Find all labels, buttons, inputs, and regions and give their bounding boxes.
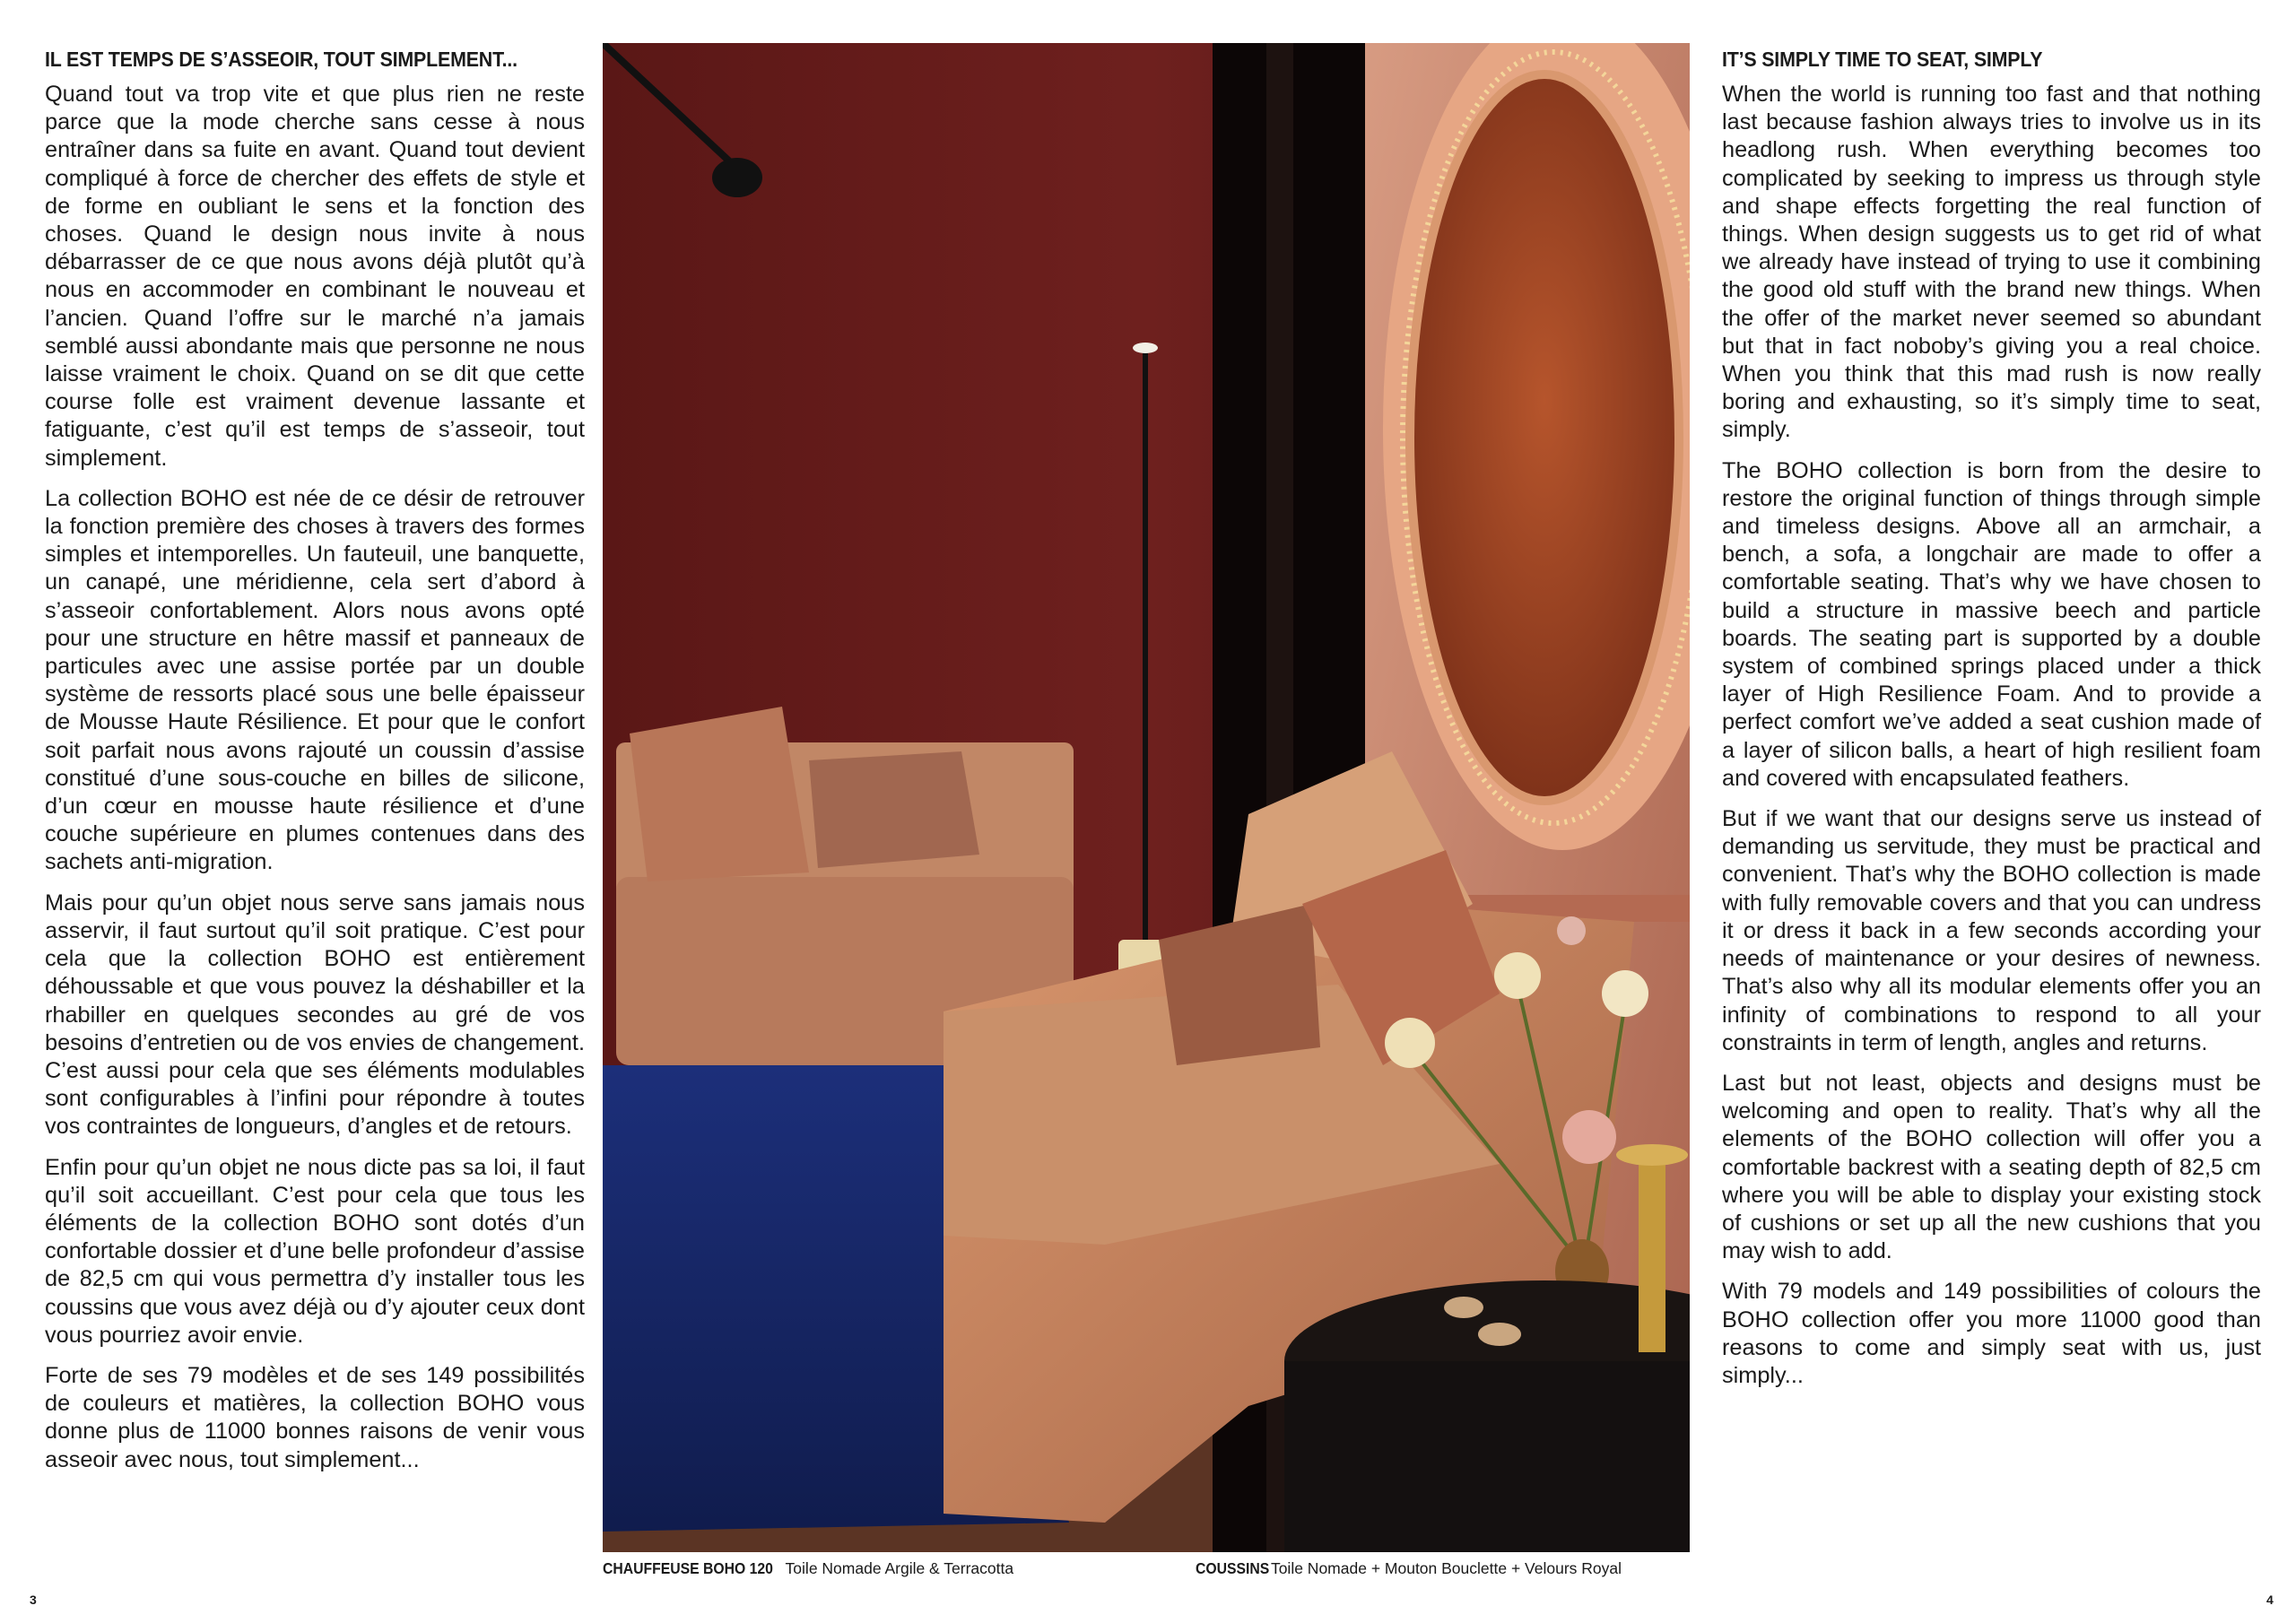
- french-paragraph-5: Forte de ses 79 modèles et de ses 149 possibilités de couleurs et matières, la collection BOHO vous donne plus de 11000 bonnes raisons de venir vous asseoir avec nous, tout simplement...: [45, 1362, 585, 1472]
- english-text-column: [1722, 47, 2261, 1402]
- french-heading: IL EST TEMPS DE S’ASSEOIR, TOUT SIMPLEMENT...: [45, 48, 517, 71]
- french-paragraph-1: Quand tout va trop vite et que plus rien ne reste parce que la mode cherche sans cesse à nous entraîner dans sa fuite en avant. Quand tout devient compliqué à force de chercher des effets de style et de forme en oubliant le sens et la fonction des choses. Quand le design nous invite à nous débarrasser de ce que nous avons déjà plutôt qu’à nous en accommoder en combinant le nouveau et l’ancien. Quand l’offre sur le marché n’a jamais semblé aussi abondante mais que personne ne nous laisse vraiment le choix. Quand on se dit que cette course folle est vraiment devenue lassante et fatiguante, c’est qu’il est temps de s’asseoir, tout simplement.: [45, 82, 585, 471]
- page-number-left: 3: [30, 1593, 37, 1607]
- caption-coussins-text: Toile Nomade + Mouton Bouclette + Velours Royal: [1266, 1559, 1622, 1577]
- page-number-right: 4: [2266, 1593, 2274, 1607]
- back-pillow: [630, 707, 809, 881]
- wall-lamp: [712, 158, 762, 197]
- french-paragraph-2: La collection BOHO est née de ce désir de retrouver la fonction première des choses à travers des formes simples et intemporelles. Un fauteuil, une banquette, un canapé, une méridienne, cela sert d’abord à s’asseoir confortablement. Alors nous avons opté pour une structure en hêtre massif et panneaux de particules avec une assise portée par un double système de ressorts placé sous une belle épaisseur de Mousse Haute Résilience. Et pour que le confort soit parfait nous avons rajouté un coussin d’assise constitué d’une sous-couche en billes de silicone, d’un cœur en mousse haute résilience et d’une couche supérieure en plumes contenues dans des sachets anti-migration.: [45, 485, 585, 875]
- french-text-column: [45, 47, 585, 1487]
- brass-lamp: [1639, 1155, 1665, 1352]
- caption-chauffeuse-text: Toile Nomade Argile & Terracotta: [781, 1559, 1014, 1577]
- caption-chauffeuse: [603, 1558, 1013, 1578]
- english-paragraph-3: But if we want that our designs serve us instead of demanding us servitude, they must be practical and convenient. That’s why the BOHO collection is made with fully removable covers and that you can undress it or dress it back in a few seconds according your needs of maintenance or your desires of newness. That’s also why all its modular elements offer you an infinity of combinations to respond to all your constraints in term of length, angles and returns.: [1722, 806, 2261, 1055]
- french-paragraph-4: Enfin pour qu’un objet ne nous dicte pas sa loi, il faut qu’il soit accueillant. C’est pour cela que tous les éléments de la collection BOHO sont dotés d’un confortable dossier et d’une belle profondeur d’assise de 82,5 cm qui vous permettra d’y installer tous les coussins que vous avez déjà ou d’y ajouter ceux dont vous pourriez avoir envie.: [45, 1154, 585, 1348]
- caption-coussins-title: COUSSINS: [1196, 1559, 1270, 1577]
- caption-coussins: [1196, 1558, 1622, 1578]
- english-heading: IT’S SIMPLY TIME TO SEAT, SIMPLY: [1722, 48, 2043, 71]
- english-paragraph-1: When the world is running too fast and that nothing last because fashion always tries to involve us in its headlong rush. When everything becomes too complicated by seeking to impress us through style and shape effects forgetting the real function of things. When design suggests us to get rid of what we already have instead of trying to use it combining the good old stuff with the brand new things. When the offer of the market never seemed so abundant but that in fact noboby’s giving you a real choice. When you think that this mad rush is now really boring and exhausting, so it’s simply time to seat, simply.: [1722, 82, 2261, 443]
- caption-chauffeuse-title: CHAUFFEUSE BOHO 120: [603, 1559, 773, 1577]
- french-paragraph-3: Mais pour qu’un objet nous serve sans jamais nous asservir, il faut surtout qu’il soit pratique. C’est pour cela que la collection BOHO est entièrement déhoussable et que vous pouvez la déshabiller et la rhabiller en quelques secondes au gré de vos besoins d’entretien ou de vos envies de changement. C’est aussi pour cela que ses éléments modulables sont configurables à l’infini pour répondre à toutes vos contraintes de longueurs, d’angles et de retours.: [45, 890, 585, 1140]
- interior-photo: [603, 43, 1690, 1552]
- flower: [1494, 952, 1541, 999]
- english-paragraph-2: The BOHO collection is born from the desire to restore the original function of things through simple and timeless designs. Above all an armchair, a bench, a sofa, a longchair are made to offer a comfortable seating. That’s why we have chosen to build a structure in massive beech and particle boards. The seating part is supported by a double system of combined springs placed under a thick layer of High Resilience Foam. And to provide a perfect comfort we’ve added a seat cushion made of a layer of silicon balls, a heart of high resilient foam and covered with encapsulated feathers.: [1722, 457, 2261, 791]
- english-paragraph-5: With 79 models and 149 possibilities of colours the BOHO collection offer you more 11000 good than reasons to come and simply seat with us, just simply...: [1722, 1279, 2261, 1388]
- english-paragraph-4: Last but not least, objects and designs must be welcoming and open to reality. That’s why all the elements of the BOHO collection will offer you a comfortable backrest with a seating depth of 82,5 cm where you will be able to display your existing stock of cushions or set up all the new cushions that you may wish to add.: [1722, 1070, 2261, 1264]
